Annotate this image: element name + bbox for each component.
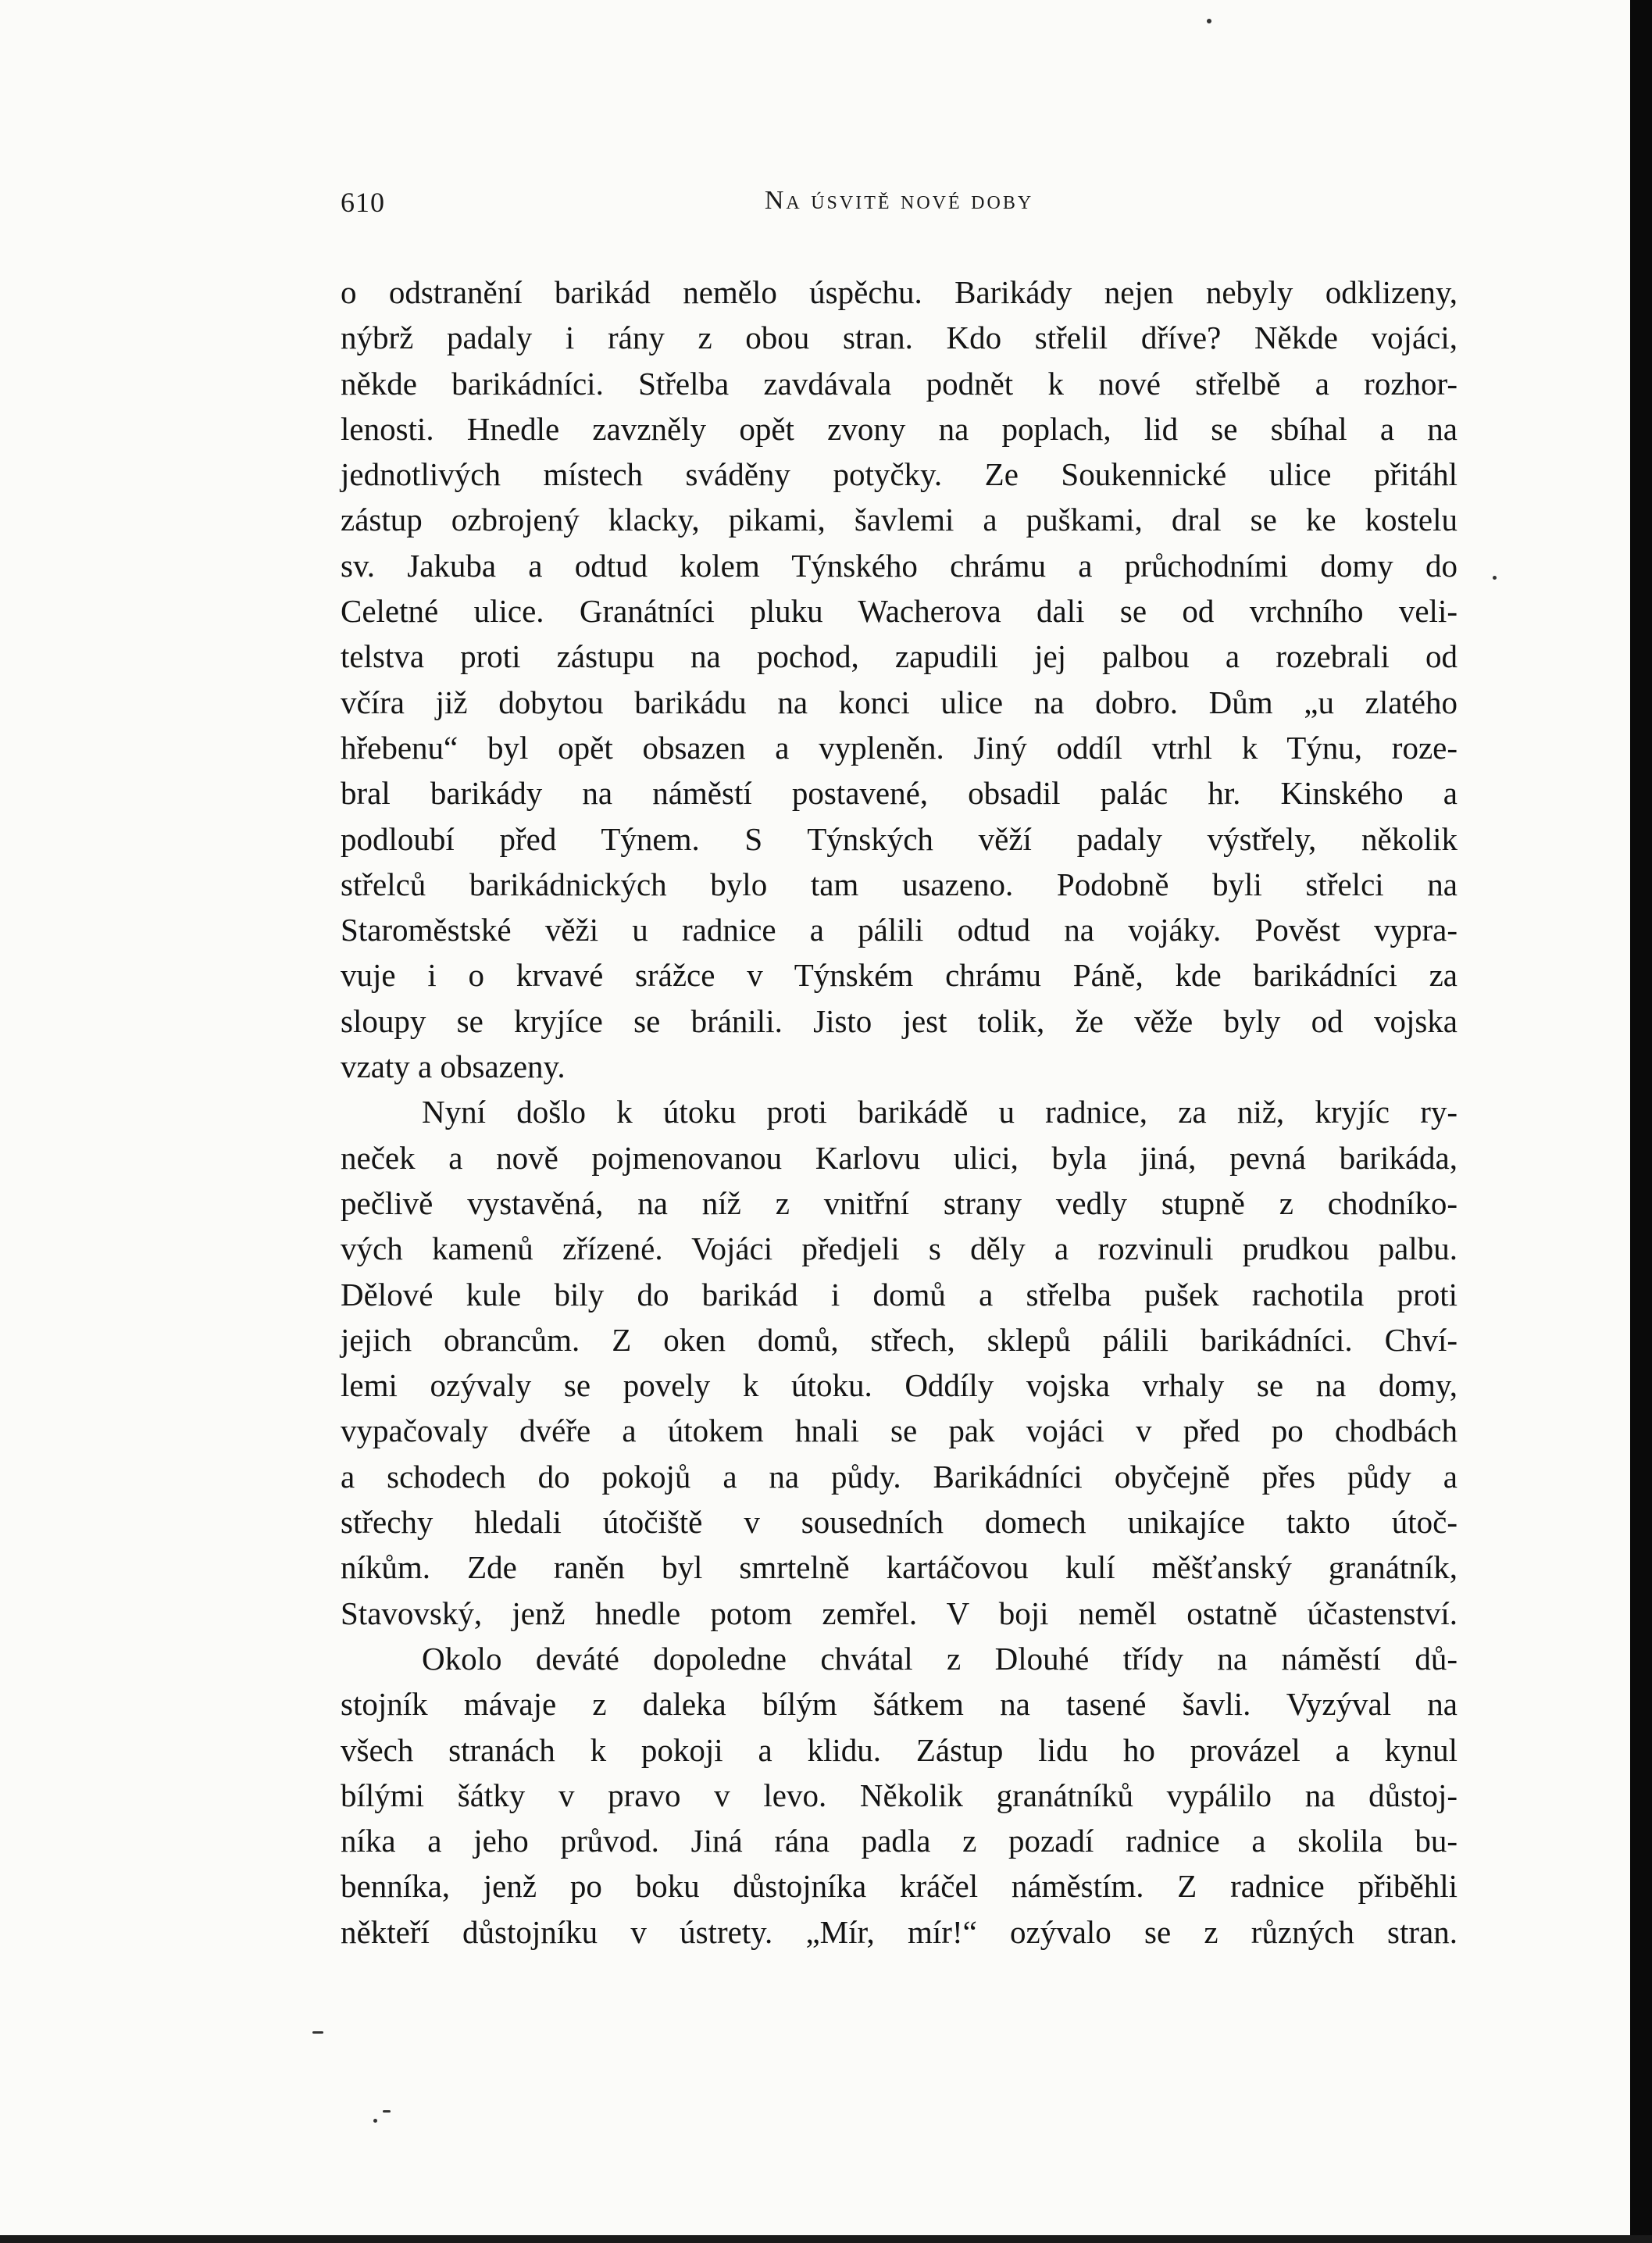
text-line: vzaty a obsazeny. [341, 1048, 566, 1085]
text-line: stojník mávaje z daleka bílým šátkem na tasené šavli. Vyzýval na [341, 1686, 1458, 1723]
text-line: vypačovaly dvéře a útokem hnali se pak vojáci v před po chodbách [341, 1413, 1458, 1449]
text-line: střechy hledali útočiště v sousedních domech unikajíce takto útoč- [341, 1504, 1458, 1541]
text-line: bílými šátky v pravo v levo. Několik granátníků vypálilo na důstoj- [341, 1777, 1458, 1813]
text-line: vých kamenů zřízené. Vojáci předjeli s děly a rozvinuli prudkou palbu. [341, 1230, 1458, 1267]
page-number: 610 [341, 187, 385, 218]
text-line: někteří důstojníku v ústrety. „Mír, mír!“ ozývalo se z různých stran. [341, 1913, 1458, 1950]
text-line: Celetné ulice. Granátníci pluku Wacherova dali se od vrchního veli- [341, 593, 1458, 630]
text-line: všech stranách k pokoji a klidu. Zástup lidu ho provázel a kynul [341, 1731, 1458, 1768]
scan-border-right [1630, 0, 1652, 2243]
text-line: bеnníka, jenž po boku důstojníka kráčel náměstím. Z radnice přiběhli [341, 1868, 1458, 1905]
text-line: a schodech do pokojů a na půdy. Barikádníci obyčejně přes půdy a [341, 1458, 1458, 1495]
text-line: Staroměstské věži u radnice a pálili odtud na vojáky. Pověst vypra- [341, 912, 1458, 948]
text-line: sloupy se kryjíce se bránili. Jisto jest tolik, že věže byly od vojska [341, 1002, 1458, 1039]
text-line: někde barikádníci. Střelba zavdávala podnět k nové střelbě a rozhor- [341, 365, 1458, 402]
text-line: jednotlivých místech sváděny potyčky. Ze Soukennické ulice přitáhl [341, 456, 1458, 493]
text-line: lemi ozývaly se povely k útoku. Oddíly vojska vrhaly se na domy, [341, 1367, 1458, 1404]
scan-speck [1493, 576, 1497, 580]
text-line: podloubí před Týnem. S Týnských věží padaly výstřely, několik [341, 820, 1458, 857]
scan-speck [373, 2119, 377, 2123]
running-head [341, 186, 1458, 233]
text-line: zástup ozbrojený klacky, pikami, šavlemi a puškami, dral se ke kostelu [341, 502, 1458, 538]
body-text [341, 270, 1458, 1955]
text-line: včíra již dobytou barikádu na konci ulice na dobro. Dům „u zlatého [341, 684, 1458, 720]
text-line: nýbrž padaly i rány z obou stran. Kdo střelil dříve? Někde vojáci, [341, 320, 1458, 356]
text-line: neček a nově pojmenovanou Karlovu ulici, byla jiná, pevná barikáda, [341, 1139, 1458, 1176]
text-line: hřebenu“ byl opět obsazen a vypleněn. Jiný oddíl vtrhl k Týnu, roze- [341, 729, 1458, 766]
scan-speck [383, 2110, 391, 2113]
text-line: telstva proti zástupu na pochod, zapudili jej palbou a rozebrali od [341, 638, 1458, 675]
text-line: Dělové kule bily do barikád i domů a střelba pušek rachotila proti [341, 1276, 1458, 1313]
scan-speck [312, 2031, 323, 2034]
text-line: Stavovský, jenž hnedle potom zemřel. V boji neměl ostatně účastenství. [341, 1595, 1458, 1631]
paragraph-1 [341, 270, 1458, 1089]
running-title: Na úsvitě nové doby [764, 186, 1034, 215]
paragraph-3 [341, 1636, 1458, 1955]
text-line: níka a jeho průvod. Jiná rána padla z pozadí radnice a skolila bu- [341, 1823, 1458, 1859]
text-line: o odstranění barikád nemělo úspěchu. Barikády nejen nebyly odklizeny, [341, 274, 1458, 310]
paragraph-2 [341, 1089, 1458, 1636]
text-line: lenosti. Hnedle zavzněly opět zvony na poplach, lid se sbíhal a na [341, 410, 1458, 447]
text-line: bral barikády na náměstí postavené, obsadil palác hr. Kinského a [341, 775, 1458, 812]
text-line: střelců barikádnických bylo tam usazeno. Podobně byli střelci na [341, 866, 1458, 902]
scan-border-bottom [0, 2235, 1652, 2243]
text-line: níkům. Zde raněn byl smrtelně kartáčovou kulí měšťanský granátník, [341, 1549, 1458, 1586]
text-line: Nyní došlo k útoku proti barikádě u radnice, za niž, kryjíc ry- [422, 1094, 1458, 1130]
text-line: vuje i o krvavé srážce v Týnském chrámu Páně, kde barikádníci za [341, 957, 1458, 994]
text-line: jejich obrancům. Z oken domů, střech, sklepů pálili barikádníci. Chví- [341, 1321, 1458, 1358]
scan-speck [1207, 19, 1211, 23]
text-line: sv. Jakuba a odtud kolem Týnského chrámu a průchodními domy do [341, 547, 1458, 584]
text-line: Okolo deváté dopoledne chvátal z Dlouhé třídy na náměstí dů- [422, 1640, 1458, 1677]
text-line: pečlivě vystavěná, na níž z vnitřní strany vedly stupně z chodníko- [341, 1184, 1458, 1221]
